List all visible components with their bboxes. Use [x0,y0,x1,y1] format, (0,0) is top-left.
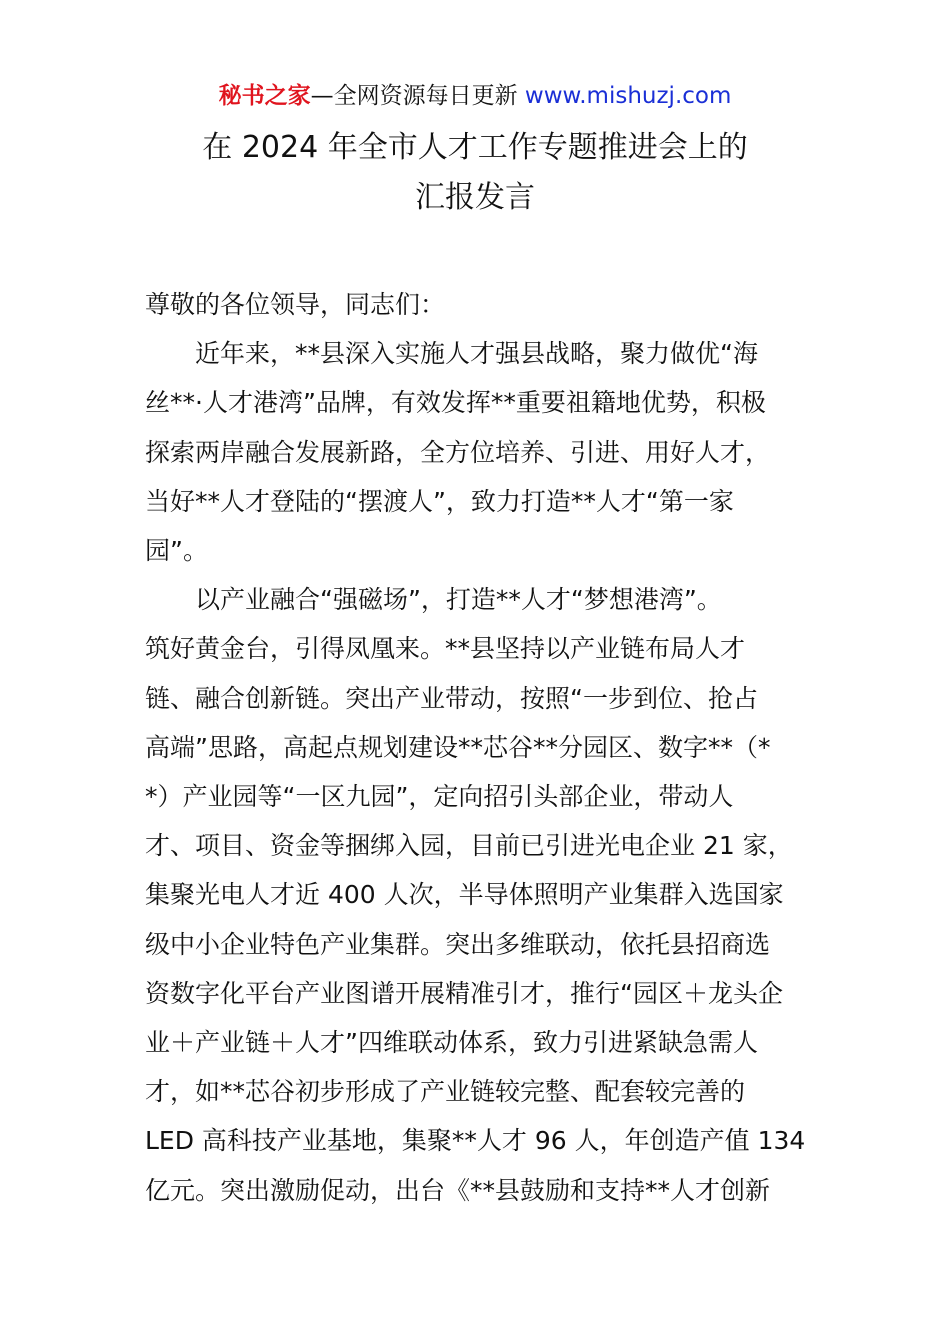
body-line: 级中小企业特色产业集群。突出多维联动，依托县招商选 [145,929,771,959]
site-tagline: —全网资源每日更新 [310,83,525,109]
body-line: 集聚光电人才近 400 人次，半导体照明产业集群入选国家 [145,880,784,910]
body-line: 探索两岸融合发展新路，全方位培养、引进、用好人才， [145,437,771,467]
body-line: 业＋产业链＋人才”四维联动体系，致力引进紧缺急需人 [145,1028,758,1057]
body-line: 才，如**芯谷初步形成了产业链较完整、配套较完善的 [145,1077,746,1107]
body-line: LED 高科技产业基地，集聚**人才 96 人，年创造产值 134 [145,1126,806,1156]
body-line: 近年来，**县深入实施人才强县战略，聚力做优“海 [145,339,758,369]
document-title-line-2: 汇报发言 [415,180,535,215]
body-line: 尊敬的各位领导，同志们： [145,290,446,319]
body-line: 丝**·人才港湾”品牌，有效发挥**重要祖籍地优势，积极 [145,388,766,418]
site-url-link[interactable]: www.mishuzj.com [524,83,732,109]
body-line: 当好**人才登陆的“摆渡人”，致力打造**人才“第一家 [145,486,734,516]
body-line: *）产业园等“一区九园”，定向招引头部企业，带动人 [145,782,734,811]
body-line: 以产业融合“强磁场”，打造**人才“梦想港湾”。 [145,585,722,615]
body-line: 园”。 [145,536,208,565]
document-title-line-1: 在 2024 年全市人才工作专题推进会上的 [202,130,748,165]
site-brand: 秘书之家 [218,83,311,109]
site-header [0,80,950,112]
body-line: 高端”思路，高起点规划建设**芯谷**分园区、数字**（* [145,732,771,762]
body-line: 链、融合创新链。突出产业带动，按照“一步到位、抢占 [145,683,758,713]
body-line: 亿元。突出激励促动，出台《**县鼓励和支持**人才创新 [145,1175,771,1205]
body-line: 资数字化平台产业图谱开展精准引才，推行“园区＋龙头企 [145,978,783,1008]
body-line: 才、项目、资金等捆绑入园，目前已引进光电企业 21 家， [145,831,793,861]
body-line: 筑好黄金台，引得凤凰来。**县坚持以产业链布局人才 [145,634,746,664]
